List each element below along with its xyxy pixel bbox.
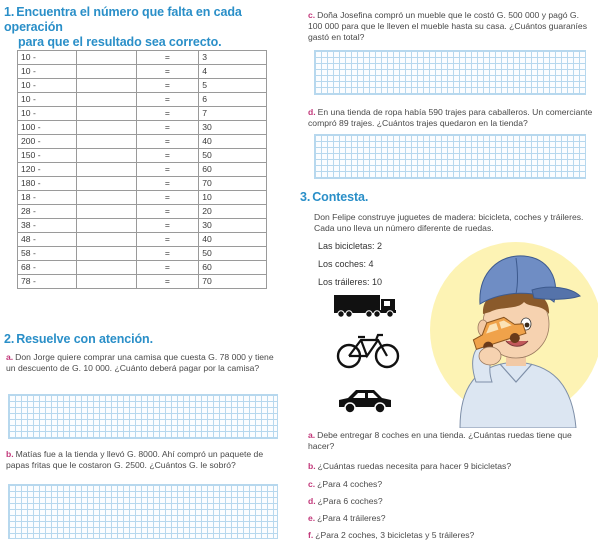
minuend-cell: 58 -: [18, 247, 77, 261]
question-a-letter: a.: [308, 430, 316, 440]
missing-number-cell[interactable]: [76, 191, 136, 205]
section3-intro: Don Felipe construye juguetes de madera: bicicleta, coches y tráileres. Cada uno lleva un número diferente de ruedas.: [314, 212, 584, 233]
equals-cell: =: [136, 79, 199, 93]
result-cell: 30: [199, 121, 267, 135]
problem-c-letter: c.: [308, 10, 316, 20]
equals-cell: =: [136, 65, 199, 79]
result-cell: 50: [199, 149, 267, 163]
section2-number: 2.: [4, 332, 15, 346]
problem-b-letter: b.: [6, 449, 14, 459]
boy-with-toy-car-illustration: [420, 232, 598, 428]
table-row: [18, 205, 267, 219]
answer-grid-d[interactable]: [314, 134, 586, 179]
answer-grid-c[interactable]: [314, 50, 586, 95]
result-cell: 30: [199, 219, 267, 233]
section1-title-line1: Encuentra el número que falta en cada operación: [4, 5, 242, 34]
question-f: [308, 530, 593, 541]
question-a: [308, 430, 593, 452]
table-row: [18, 163, 267, 177]
problem-c: [308, 10, 593, 43]
minuend-cell: 10 -: [18, 93, 77, 107]
problem-d: [308, 107, 593, 129]
problem-c-text: Doña Josefina compró un mueble que le costó G. 500 000 y pagó G. 100 000 para que le lleven el mueble hasta su casa. ¿Cuántos guaraníes gastó en total?: [308, 10, 588, 42]
equals-cell: =: [136, 107, 199, 121]
table-row: [18, 275, 267, 289]
equals-cell: =: [136, 163, 199, 177]
table-row: [18, 191, 267, 205]
equals-cell: =: [136, 261, 199, 275]
missing-number-cell[interactable]: [76, 219, 136, 233]
table-row: [18, 233, 267, 247]
problem-b: [6, 449, 278, 471]
missing-number-cell[interactable]: [76, 65, 136, 79]
minuend-cell: 28 -: [18, 205, 77, 219]
result-cell: 70: [199, 177, 267, 191]
table-row: [18, 261, 267, 275]
missing-number-cell[interactable]: [76, 121, 136, 135]
wheels-bicycles: Las bicicletas: 2: [318, 241, 383, 251]
result-cell: 6: [199, 93, 267, 107]
missing-number-cell[interactable]: [76, 107, 136, 121]
question-e-text: ¿Para 4 tráileres?: [317, 513, 386, 523]
wheels-cars: Los coches: 4: [318, 259, 374, 269]
question-b-letter: b.: [308, 461, 316, 471]
equals-cell: =: [136, 149, 199, 163]
equals-cell: =: [136, 121, 199, 135]
equals-cell: =: [136, 135, 199, 149]
question-f-letter: f.: [308, 530, 314, 540]
result-cell: 60: [199, 163, 267, 177]
question-d-letter: d.: [308, 496, 316, 506]
equals-cell: =: [136, 247, 199, 261]
minuend-cell: 200 -: [18, 135, 77, 149]
problem-d-letter: d.: [308, 107, 316, 117]
question-e: [308, 513, 593, 524]
result-cell: 20: [199, 205, 267, 219]
car-icon: [336, 387, 394, 415]
question-f-text: ¿Para 2 coches, 3 bicicletas y 5 tráileres?: [315, 530, 475, 540]
problem-a-letter: a.: [6, 352, 14, 362]
truck-icon: [333, 293, 403, 319]
result-cell: 3: [199, 51, 267, 65]
missing-number-cell[interactable]: [76, 177, 136, 191]
missing-number-cell[interactable]: [76, 135, 136, 149]
section3-title: Contesta.: [312, 190, 369, 204]
minuend-cell: 48 -: [18, 233, 77, 247]
equals-cell: =: [136, 191, 199, 205]
table-row: [18, 247, 267, 261]
equals-cell: =: [136, 233, 199, 247]
missing-number-cell[interactable]: [76, 79, 136, 93]
equals-cell: =: [136, 93, 199, 107]
problem-d-text: En una tienda de ropa había 590 trajes para caballeros. Un comerciante compró 89 trajes. ¿Cuántos trajes quedaron en la tienda?: [308, 107, 593, 128]
missing-number-cell[interactable]: [76, 205, 136, 219]
missing-number-cell[interactable]: [76, 149, 136, 163]
question-d-text: ¿Para 6 coches?: [317, 496, 383, 506]
question-b-text: ¿Cuántas ruedas necesita para hacer 9 bicicletas?: [317, 461, 512, 471]
missing-number-cell[interactable]: [76, 247, 136, 261]
minuend-cell: 100 -: [18, 121, 77, 135]
table-row: [18, 93, 267, 107]
missing-number-cell[interactable]: [76, 275, 136, 289]
missing-number-cell[interactable]: [76, 233, 136, 247]
result-cell: 5: [199, 79, 267, 93]
section2-title: Resuelve con atención.: [16, 332, 153, 346]
missing-number-cell[interactable]: [76, 51, 136, 65]
question-d: [308, 496, 593, 507]
question-c-letter: c.: [308, 479, 316, 489]
equals-cell: =: [136, 205, 199, 219]
section3-number: 3.: [300, 190, 311, 204]
section1-heading: [4, 5, 294, 50]
table-row: [18, 65, 267, 79]
table-row: [18, 177, 267, 191]
table-row: [18, 135, 267, 149]
equals-cell: =: [136, 51, 199, 65]
bicycle-icon: [336, 332, 400, 370]
problem-a: [6, 352, 278, 374]
table-row: [18, 107, 267, 121]
question-c: [308, 479, 593, 490]
table-row: [18, 219, 267, 233]
equals-cell: =: [136, 275, 199, 289]
minuend-cell: 10 -: [18, 107, 77, 121]
question-a-text: Debe entregar 8 coches en una tienda. ¿Cuántas ruedas tiene que hacer?: [308, 430, 572, 451]
result-cell: 4: [199, 65, 267, 79]
result-cell: 40: [199, 233, 267, 247]
table-row: [18, 121, 267, 135]
minuend-cell: 10 -: [18, 79, 77, 93]
minuend-cell: 10 -: [18, 65, 77, 79]
minuend-cell: 120 -: [18, 163, 77, 177]
result-cell: 7: [199, 107, 267, 121]
minuend-cell: 68 -: [18, 261, 77, 275]
answer-grid-b[interactable]: [8, 484, 278, 539]
problem-a-text: Don Jorge quiere comprar una camisa que cuesta G. 78 000 y tiene un descuento de G. 10 000. ¿Cuánto deberá pagar por la camisa?: [6, 352, 274, 373]
result-cell: 50: [199, 247, 267, 261]
subtraction-table: [17, 50, 267, 289]
minuend-cell: 78 -: [18, 275, 77, 289]
problem-b-text: Matías fue a la tienda y llevó G. 8000. Ahí compró un paquete de papas fritas que le costaron G. 2500. ¿Cuántos G. le sobró?: [6, 449, 264, 470]
question-b: [308, 461, 593, 472]
section2-heading: [4, 332, 153, 347]
missing-number-cell[interactable]: [76, 163, 136, 177]
minuend-cell: 180 -: [18, 177, 77, 191]
section1-title-line2: para que el resultado sea correcto.: [18, 35, 222, 49]
table-row: [18, 51, 267, 65]
minuend-cell: 10 -: [18, 51, 77, 65]
wheels-trailers: Los tráileres: 10: [318, 277, 383, 287]
table-row: [18, 149, 267, 163]
table-row: [18, 79, 267, 93]
minuend-cell: 38 -: [18, 219, 77, 233]
result-cell: 40: [199, 135, 267, 149]
result-cell: 10: [199, 191, 267, 205]
section1-number: 1.: [4, 5, 15, 19]
question-e-letter: e.: [308, 513, 316, 523]
missing-number-cell[interactable]: [76, 261, 136, 275]
question-c-text: ¿Para 4 coches?: [317, 479, 383, 489]
equals-cell: =: [136, 177, 199, 191]
missing-number-cell[interactable]: [76, 93, 136, 107]
result-cell: 70: [199, 275, 267, 289]
equals-cell: =: [136, 219, 199, 233]
result-cell: 60: [199, 261, 267, 275]
minuend-cell: 18 -: [18, 191, 77, 205]
answer-grid-a[interactable]: [8, 394, 278, 439]
section3-heading: [300, 190, 368, 205]
minuend-cell: 150 -: [18, 149, 77, 163]
